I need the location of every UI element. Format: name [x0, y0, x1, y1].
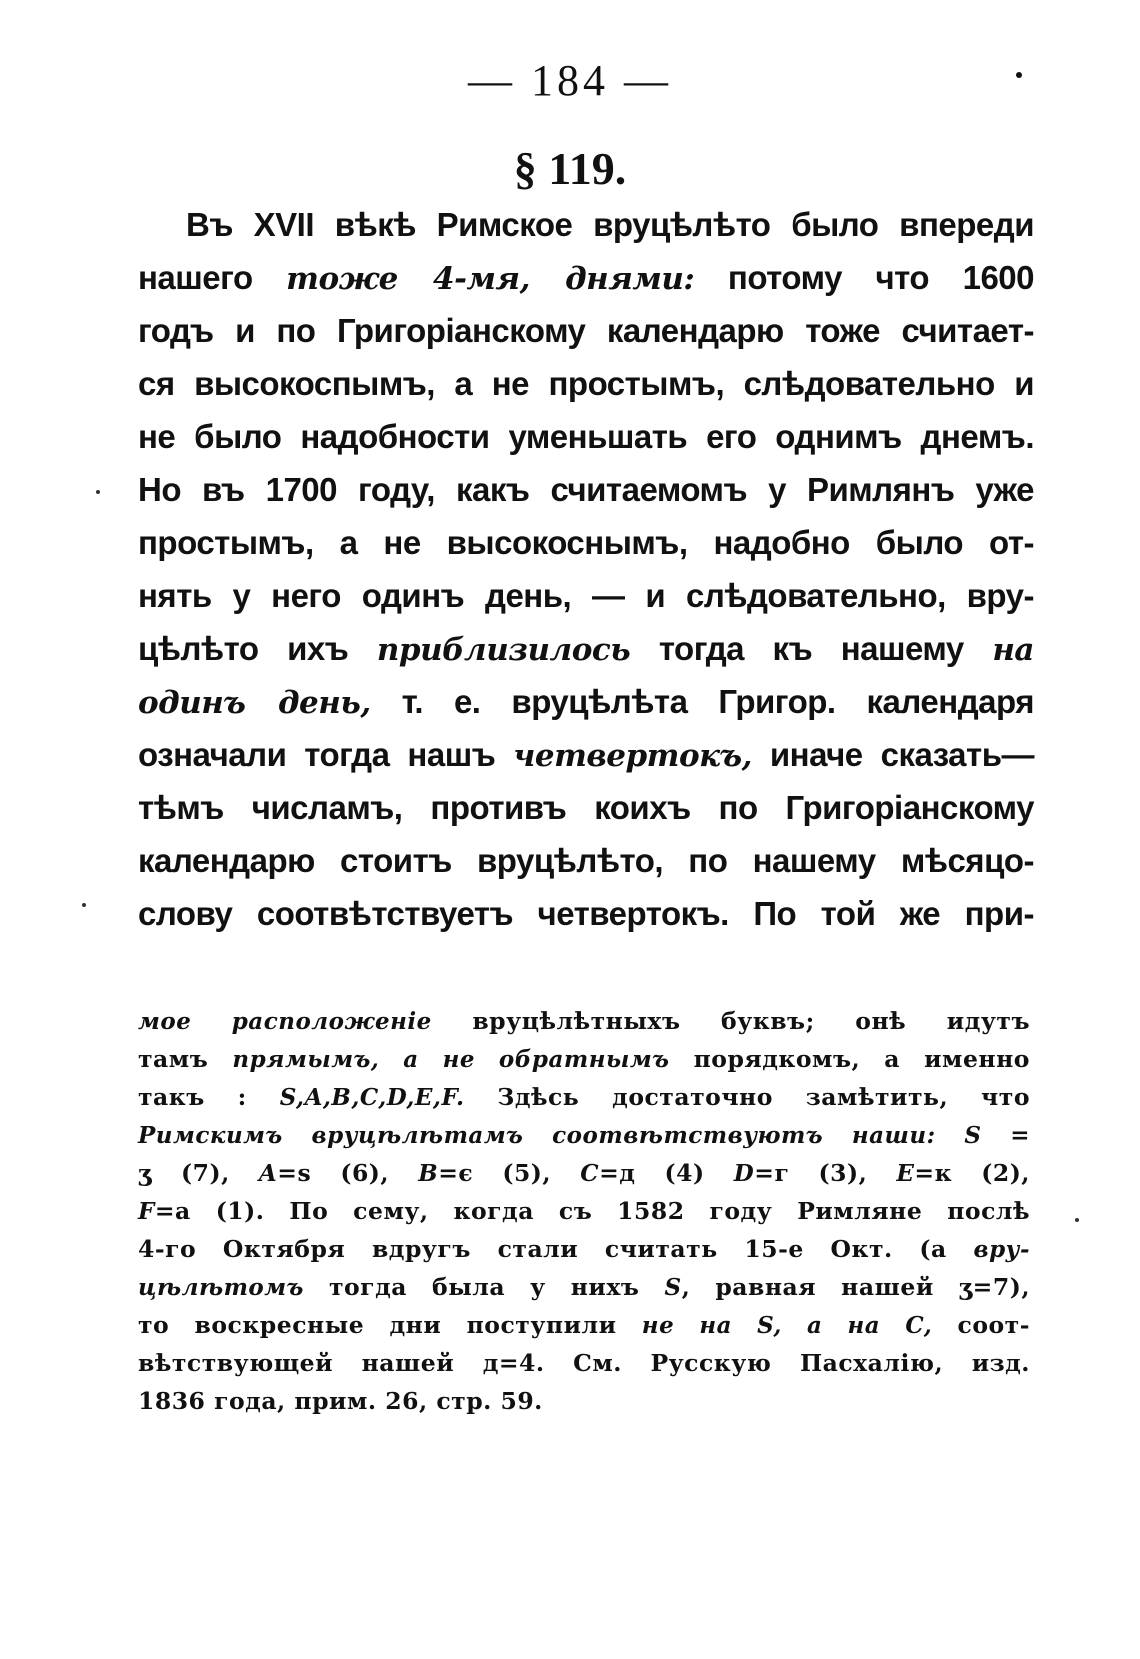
footnote-line: 4-го Октября вдругъ стали считать 15-е Окт. (а вру- — [138, 1235, 1030, 1263]
italic-letter: S — [664, 1274, 682, 1301]
italic-letter: F — [138, 1198, 155, 1225]
text-line: ся высокоспымъ, а не простымъ, слѣдовательно и — [138, 365, 1034, 402]
footnote-line: мое расположеніе вруцѣлѣтныхъ буквъ; онѣ идутъ — [138, 1007, 1030, 1035]
italic-letter: C — [580, 1160, 600, 1187]
italic-letter: B — [418, 1160, 439, 1187]
text-line: одинъ день, т. е. вруцѣлѣта Григор. календаря — [138, 683, 1034, 721]
footnote-line: ʒ (7), A=ѕ (6), B=є (5), C=д (4) D=г (3), E=к (2), — [138, 1159, 1030, 1187]
italic-letter: A — [258, 1160, 278, 1187]
text-line: календарю стоитъ вруцѣлѣто, по нашему мѣсяцо- — [138, 842, 1034, 879]
text-line: Но въ 1700 году, какъ считаемомъ у Римлянъ уже — [138, 471, 1034, 508]
footnote — [138, 1002, 1030, 1420]
italic-phrase: Римскимъ вруцѣлѣтамъ соотвѣтствуютъ наши: S = — [138, 1122, 1030, 1149]
footnote-line: вѣтствующей нашей д=4. См. Русскую Пасхалію, изд. — [138, 1349, 1030, 1377]
text-line: слову соотвѣтствуетъ четвертокъ. По той же при- — [138, 895, 1034, 932]
text-line: простымъ, а не высокоснымъ, надобно было от- — [138, 524, 1034, 561]
print-speck — [82, 903, 86, 907]
italic-letter: D — [733, 1160, 755, 1187]
text-line: нашего тоже 4-мя, днями: потому что 1600 — [138, 259, 1035, 297]
italic-phrase: тоже 4-мя, днями: — [286, 261, 695, 297]
italic-phrase: на — [992, 632, 1034, 668]
main-paragraph — [138, 198, 1034, 940]
text-line: Въ XVII вѣкѣ Римское вруцѣлѣто было впереди — [186, 206, 1034, 243]
italic-phrase: мое расположеніе — [138, 1008, 432, 1035]
section-title: § 119. — [513, 143, 627, 194]
italic-phrase: цѣлѣтомъ — [138, 1274, 304, 1301]
text-line: годъ и по Григоріанскому календарю тоже считает- — [138, 312, 1034, 349]
text-line: тѣмъ числамъ, противъ коихъ по Григоріанскому — [138, 789, 1034, 826]
text-line: нять у него одинъ день, — и слѣдовательно, вру- — [138, 577, 1034, 614]
italic-phrase: вру- — [973, 1236, 1030, 1263]
italic-letter: E — [896, 1160, 915, 1187]
text-line: цѣлѣто ихъ приблизилось тогда къ нашему на — [138, 630, 1034, 668]
footnote-line: тамъ прямымъ, а не обратнымъ порядкомъ, а именно — [138, 1045, 1030, 1073]
footnote-line: такъ : S,A,B,C,D,E,F. Здѣсь достаточно замѣтить, что — [138, 1083, 1030, 1111]
text-line: не было надобности уменьшать его однимъ днемъ. — [138, 418, 1034, 455]
italic-phrase: прямымъ, а не обратнымъ — [232, 1046, 670, 1073]
text-line: означали тогда нашъ четвертокъ, иначе сказать— — [138, 736, 1034, 774]
print-speck — [1075, 1218, 1079, 1222]
italic-phrase: S,A,B,C,D,E,F. — [279, 1084, 465, 1111]
margin-dot — [1016, 72, 1022, 78]
italic-phrase: не на S, а на C, — [641, 1312, 933, 1339]
footnote-line — [138, 1116, 1030, 1154]
italic-phrase: четвертокъ, — [513, 738, 752, 774]
italic-phrase: одинъ день, — [138, 685, 371, 721]
page-number: — 184 — — [468, 56, 672, 105]
footnote-line: F=а (1). По сему, когда съ 1582 году Римляне послѣ — [138, 1197, 1030, 1225]
italic-phrase: приблизилось — [376, 632, 631, 668]
footnote-line: то воскресные дни поступили не на S, а на C, соот- — [138, 1311, 1030, 1339]
footnote-line: 1836 года, прим. 26, стр. 59. — [138, 1387, 543, 1415]
footnote-line: цѣлѣтомъ тогда была у нихъ S, равная нашей ʒ=7), — [138, 1273, 1030, 1301]
print-speck — [96, 490, 100, 494]
